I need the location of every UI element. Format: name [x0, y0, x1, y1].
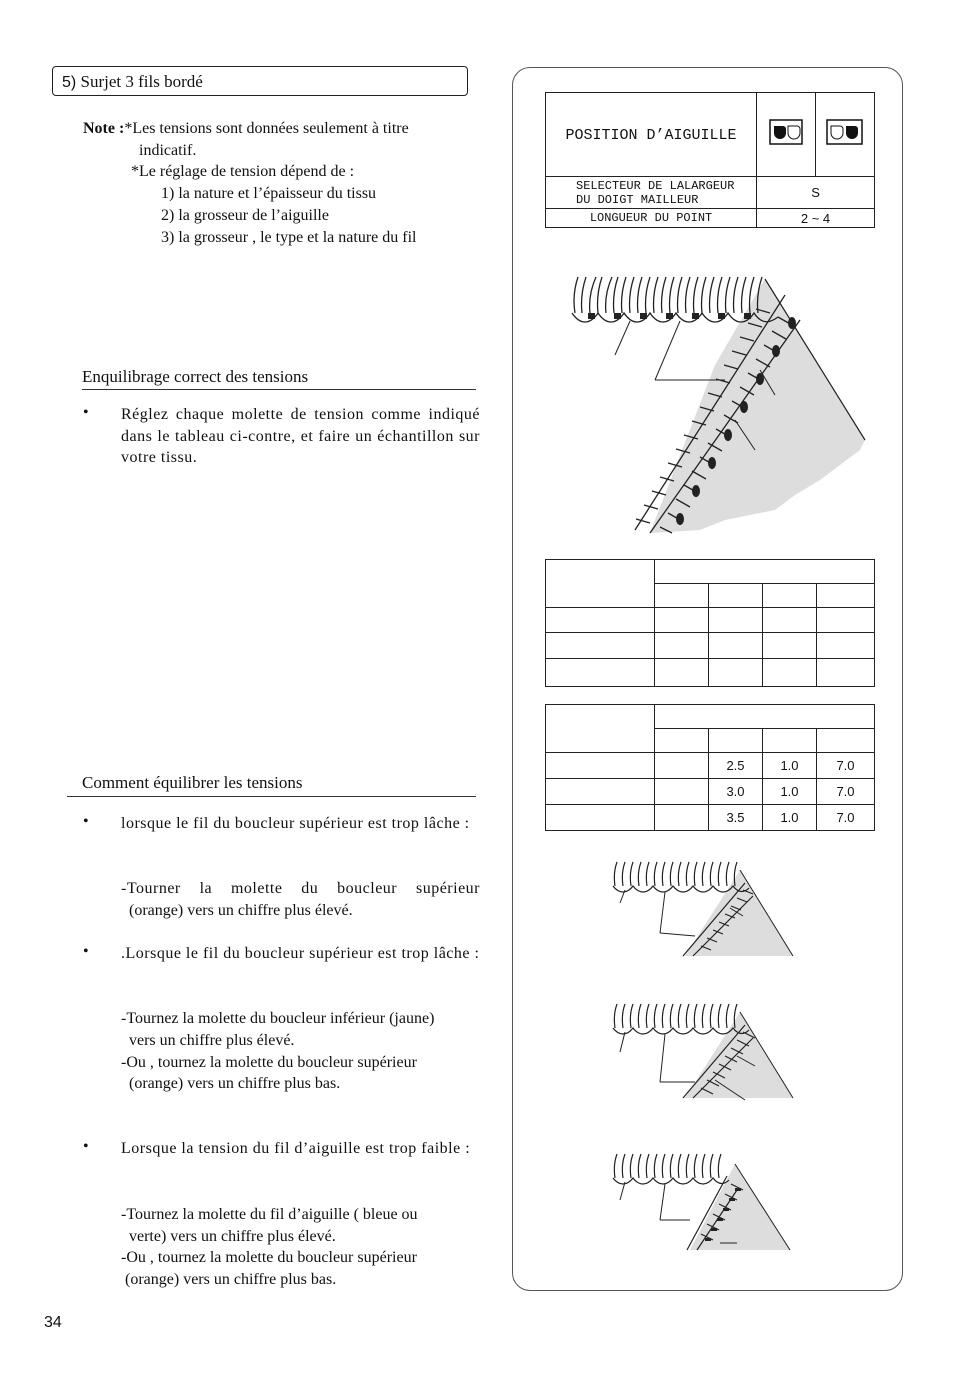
table-row	[546, 779, 875, 805]
stitch-illustration-small	[605, 1150, 800, 1255]
needle-right-cell	[816, 93, 875, 177]
stitch-illustration-small	[605, 1000, 800, 1102]
page-number: 34	[44, 1314, 62, 1331]
howto-item-sub: -Tourner la molette du boucleur supérieur	[121, 880, 480, 897]
bullet: •	[83, 1138, 89, 1155]
howto-item-sub: vers un chiffre plus élevé.	[129, 1032, 295, 1049]
howto-item-sub: verte) vers un chiffre plus élevé.	[129, 1228, 336, 1245]
table-cell: 3.0	[709, 779, 763, 805]
table-row	[546, 753, 875, 779]
note-line-1: *Les tensions sont données seulement à titre	[124, 120, 409, 137]
settings-table	[545, 92, 875, 228]
needle-position-label: POSITION D’AIGUILLE	[546, 93, 757, 177]
table-cell: 7.0	[817, 779, 875, 805]
needle-left-icon	[757, 93, 815, 171]
howto-item-sub: (orange) vers un chiffre plus élevé.	[129, 902, 353, 919]
howto-item-sub: (orange) vers un chiffre plus bas.	[125, 1271, 337, 1288]
note-item: 2) la grosseur de l’aiguille	[161, 207, 329, 224]
howto-item-head: .Lorsque le fil du boucleur supérieur est trop lâche :	[121, 945, 480, 962]
note-label: Note :	[83, 120, 125, 137]
note-item: 3) la grosseur , le type et la nature du fil	[161, 229, 417, 246]
table-cell: 7.0	[817, 753, 875, 779]
howto-item-sub: -Tournez la molette du boucleur inférieur (jaune)	[121, 1010, 435, 1027]
bullet: •	[83, 943, 89, 960]
note-item: 1) la nature et l’épaisseur du tissu	[161, 185, 377, 202]
selector-value: S	[757, 177, 875, 209]
howto-item-sub: -Ou , tournez la molette du boucleur supérieur	[121, 1054, 417, 1071]
section-number: 5)	[62, 74, 77, 91]
note-line-2: indicatif.	[139, 142, 197, 159]
note-line-3: *Le réglage de tension dépend de :	[131, 163, 355, 180]
stitch-length-label: LONGUEUR DU POINT	[546, 209, 757, 228]
howto-heading: Comment équilibrer les tensions	[82, 773, 303, 792]
howto-item-head: Lorsque la tension du fil d’aiguille est trop faible :	[121, 1140, 471, 1157]
note-block	[83, 118, 409, 140]
table-cell: 1.0	[763, 779, 817, 805]
section-title	[62, 72, 203, 92]
table-cell: 1.0	[763, 805, 817, 831]
needle-left-cell	[757, 93, 816, 177]
stitch-illustration-small	[605, 858, 800, 960]
balance-heading: Enquilibrage correct des tensions	[82, 367, 309, 386]
stitch-length-value: 2 ~ 4	[757, 209, 875, 228]
bullet: •	[83, 404, 89, 421]
stitch-illustration-main	[560, 265, 880, 540]
selector-label: SELECTEUR DE LALARGEUR DU DOIGT MAILLEUR	[546, 177, 757, 209]
tension-table-a	[545, 559, 875, 687]
tension-table-b	[545, 704, 875, 831]
balance-text: Réglez chaque molette de tension comme indiqué dans le tableau ci-contre, et faire un échantillon sur votre tissu.	[121, 406, 480, 466]
bullet: •	[83, 813, 89, 830]
heading-rule	[82, 389, 476, 390]
needle-right-icon	[816, 93, 872, 171]
table-cell: 7.0	[817, 805, 875, 831]
section-title-text: Surjet 3 fils bordé	[80, 72, 203, 91]
howto-item-sub: -Tournez la molette du fil d’aiguille ( bleue ou	[121, 1206, 418, 1223]
table-cell: 1.0	[763, 753, 817, 779]
table-cell: 2.5	[709, 753, 763, 779]
howto-item-sub: (orange) vers un chiffre plus bas.	[129, 1075, 341, 1092]
howto-item-sub: -Ou , tournez la molette du boucleur supérieur	[121, 1249, 417, 1266]
heading-rule	[67, 796, 476, 797]
table-cell: 3.5	[709, 805, 763, 831]
howto-item-head: lorsque le fil du boucleur supérieur est trop lâche :	[121, 815, 470, 832]
table-row	[546, 805, 875, 831]
